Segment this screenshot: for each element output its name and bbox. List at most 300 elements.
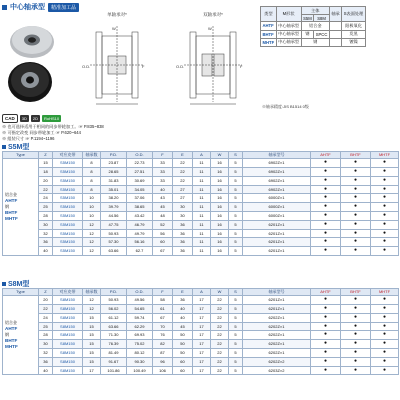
table-cell: 5 [229, 322, 243, 331]
table-cell: 76 [153, 331, 173, 340]
table-cell: 17 [193, 348, 211, 357]
table-cell: 5 [229, 185, 243, 194]
table-cell: 52 [153, 220, 173, 229]
table-cell: 10 [83, 211, 101, 220]
table-cell: 30 [173, 203, 193, 212]
table-cell: ● [341, 296, 371, 305]
col-e: E [173, 152, 193, 159]
table-cell: 67 [153, 247, 173, 256]
table-cell: ● [311, 159, 341, 168]
spec-body: 钢 [301, 30, 314, 38]
3d-tag[interactable]: 3D [21, 116, 27, 121]
table-cell: 5 [229, 168, 243, 177]
table-cell: 5 [229, 203, 243, 212]
svg-text:F: F [240, 64, 243, 69]
table-cell: 6203Z×2 [243, 366, 311, 375]
table-cell: 17 [193, 296, 211, 305]
table-row[interactable] [3, 194, 399, 203]
table-cell: ● [371, 366, 399, 375]
table-row[interactable] [3, 185, 399, 194]
table-cell: 40 [39, 247, 53, 256]
table-cell: 33 [153, 176, 173, 185]
table-cell: 67 [153, 313, 173, 322]
table-cell: 6902Z×1 [243, 159, 311, 168]
table-cell: 96 [153, 357, 173, 366]
table-row[interactable] [3, 305, 399, 314]
table-cell: 5 [229, 238, 243, 247]
table-cell: 12 [83, 238, 101, 247]
spec-bearing [329, 38, 341, 46]
table-cell: 10 [83, 203, 101, 212]
table-cell: 35.01 [101, 185, 127, 194]
table-cell: 22 [211, 348, 229, 357]
spec-shape: 中心轴承型 [276, 38, 301, 46]
table-cell: ● [311, 340, 341, 349]
table-row[interactable] [3, 366, 399, 375]
spec-row [261, 30, 366, 38]
table-cell: 37.06 [127, 194, 153, 203]
section-s8m-label: S8M型 [8, 281, 30, 288]
table-cell: 24 [39, 194, 53, 203]
table-row[interactable] [3, 247, 399, 256]
section-s5m-label: S5M型 [8, 144, 30, 151]
table-cell: ● [341, 159, 371, 168]
s8m-table [2, 288, 399, 375]
table-cell: 87 [153, 348, 173, 357]
table-cell: ● [311, 168, 341, 177]
table-cell: 5 [229, 357, 243, 366]
notes-list [2, 124, 104, 142]
col-ahtf: AHTF [311, 289, 341, 296]
spec-head-shape: M形状 [276, 7, 301, 22]
table-cell: 17 [83, 366, 101, 375]
table-cell: 33 [153, 168, 173, 177]
table-cell: 22 [211, 322, 229, 331]
table-cell: 56.02 [101, 305, 127, 314]
col-belt: 对应皮带 [53, 152, 83, 159]
table-cell: 6202Z×1 [243, 340, 311, 349]
table-cell: ● [311, 211, 341, 220]
table-cell: 63.66 [101, 322, 127, 331]
table-cell: 30.69 [127, 176, 153, 185]
table-cell: 49.79 [127, 229, 153, 238]
table-cell: S5M150 [53, 185, 83, 194]
table-cell: 22 [173, 159, 193, 168]
col-a: A [193, 289, 211, 296]
table-cell: 45 [173, 322, 193, 331]
table-cell: 44.56 [101, 211, 127, 220]
col-type: Type [3, 289, 39, 296]
table-cell: ● [371, 185, 399, 194]
table-row[interactable] [3, 238, 399, 247]
table-cell: S8M150 [53, 296, 83, 305]
table-cell: 22 [39, 305, 53, 314]
col-mhtf: MHTF [371, 152, 399, 159]
table-cell: ● [341, 313, 371, 322]
spec-bearing [329, 22, 341, 30]
table-cell: 43.42 [127, 211, 153, 220]
table-cell: S5M150 [53, 229, 83, 238]
section-marker [2, 145, 6, 149]
table-cell: 5 [229, 340, 243, 349]
table-cell: S8M150 [53, 348, 83, 357]
note-line: ※ 组装尺寸 ☞ P.1194~1196 [2, 136, 55, 141]
table-row[interactable] [3, 176, 399, 185]
table-cell: 16 [211, 194, 229, 203]
table-row[interactable] [3, 168, 399, 177]
table-cell: 6202Z×2 [243, 357, 311, 366]
table-cell: 33 [153, 159, 173, 168]
svg-text:O.D.: O.D. [176, 64, 185, 69]
col-s: S [229, 152, 243, 159]
table-cell: 8 [83, 159, 101, 168]
table-cell: 5 [229, 348, 243, 357]
table-cell: 47.75 [101, 220, 127, 229]
table-cell: 15 [83, 348, 101, 357]
type-line: AHTF [5, 326, 18, 332]
svg-text:O.D.: O.D. [82, 64, 91, 69]
table-cell: ● [341, 348, 371, 357]
table-cell: 5 [229, 366, 243, 375]
table-cell: 63.66 [101, 247, 127, 256]
table-cell: 22 [211, 296, 229, 305]
table-cell: 61 [153, 305, 173, 314]
table-cell: 25 [39, 203, 53, 212]
table-cell: 46.79 [127, 220, 153, 229]
type-line: 钢 [5, 332, 9, 338]
table-cell: 8 [83, 176, 101, 185]
pulley-photo [4, 18, 62, 112]
table-cell: 56.16 [127, 238, 153, 247]
table-cell: 6902Z×1 [243, 176, 311, 185]
table-cell: ● [341, 238, 371, 247]
table-row[interactable] [3, 313, 399, 322]
table-cell: 15 [83, 331, 101, 340]
spec-surface: 镀镍 [342, 38, 366, 46]
table-cell: 61.12 [101, 313, 127, 322]
table-cell: 75.02 [127, 340, 153, 349]
table-cell: 56 [153, 229, 173, 238]
table-cell: 30 [173, 211, 193, 220]
table-row[interactable] [3, 159, 399, 168]
table-cell: S5M150 [53, 211, 83, 220]
table-cell: ● [371, 322, 399, 331]
table-cell: ● [341, 185, 371, 194]
table-row[interactable] [3, 296, 399, 305]
table-row[interactable] [3, 211, 399, 220]
table-cell: 60 [173, 366, 193, 375]
table-cell: 81.49 [101, 348, 127, 357]
table-row[interactable] [3, 331, 399, 340]
table-row[interactable] [3, 229, 399, 238]
table-row[interactable] [3, 357, 399, 366]
table-cell: ● [341, 176, 371, 185]
s5m-table [2, 151, 399, 256]
precision-badge: 精准加工品 [48, 3, 79, 12]
table-cell: 20 [39, 296, 53, 305]
table-cell: 16 [211, 159, 229, 168]
table-cell: 50 [173, 331, 193, 340]
cad-badge[interactable]: CAD [2, 114, 18, 123]
table-cell: ● [341, 305, 371, 314]
table-cell: ● [371, 168, 399, 177]
table-cell: ● [311, 220, 341, 229]
table-cell: ● [371, 340, 399, 349]
table-cell: 36 [39, 357, 53, 366]
table-cell: 6202Z×1 [243, 348, 311, 357]
table-cell: S8M150 [53, 331, 83, 340]
table-cell: 91.67 [101, 357, 127, 366]
table-cell: 16 [211, 185, 229, 194]
table-cell: 12 [83, 305, 101, 314]
table-cell: ● [341, 322, 371, 331]
table-cell: 16 [211, 229, 229, 238]
table-cell: 15 [83, 313, 101, 322]
table-cell: 16 [211, 176, 229, 185]
spec-surface: 发黑 [342, 30, 366, 38]
table-row[interactable] [3, 203, 399, 212]
table-cell: 8 [83, 168, 101, 177]
table-cell: 36 [173, 238, 193, 247]
table-row[interactable] [3, 348, 399, 357]
table-cell: 100.49 [127, 366, 153, 375]
table-cell: 36 [173, 296, 193, 305]
table-cell: 11 [193, 211, 211, 220]
spec-type: AHTF [261, 22, 277, 30]
spec-head-bearing: 轴承 [329, 7, 341, 22]
col-z: Z [39, 289, 53, 296]
table-cell: S8M150 [53, 366, 83, 375]
table-cell: 16 [211, 220, 229, 229]
table-cell: 40 [173, 313, 193, 322]
table-row[interactable] [3, 322, 399, 331]
table-cell: ● [371, 331, 399, 340]
table-cell: 6201Z×1 [243, 305, 311, 314]
col-mhtf: MHTF [371, 289, 399, 296]
col-z: Z [39, 152, 53, 159]
table-cell: ● [371, 159, 399, 168]
table-cell: 11 [193, 185, 211, 194]
svg-text:W: W [208, 26, 212, 31]
table-row[interactable] [3, 340, 399, 349]
table-cell: ● [371, 305, 399, 314]
table-cell: 10 [83, 194, 101, 203]
table-cell: ● [311, 185, 341, 194]
table-cell: 12 [83, 247, 101, 256]
col-f: F [153, 152, 173, 159]
type-line: BHTF [5, 338, 18, 344]
table-cell: 38.65 [127, 203, 153, 212]
table-cell: 5 [229, 229, 243, 238]
table-cell: 15 [39, 159, 53, 168]
table-cell: ● [371, 229, 399, 238]
table-cell: ● [341, 357, 371, 366]
col-bearing-model: 轴承型号 [243, 152, 311, 159]
spec-bearing [329, 30, 341, 38]
table-cell: ● [371, 211, 399, 220]
spec-body: 铝合金 [301, 22, 329, 30]
table-cell: 22 [211, 305, 229, 314]
table-cell: 82 [153, 340, 173, 349]
table-cell: ● [371, 313, 399, 322]
table-cell: 49.56 [127, 296, 153, 305]
table-cell: 57.30 [101, 238, 127, 247]
table-cell: 15 [83, 357, 101, 366]
spec-table [260, 6, 366, 47]
table-cell: 8 [83, 185, 101, 194]
table-cell: ● [371, 238, 399, 247]
table-cell: 50 [173, 348, 193, 357]
table-cell: ● [341, 229, 371, 238]
table-cell: 16 [211, 247, 229, 256]
table-cell: S5M150 [53, 203, 83, 212]
drawing-single-bearing [72, 12, 162, 110]
table-cell: 50 [173, 340, 193, 349]
table-cell: S8M150 [53, 313, 83, 322]
table-cell: 90.30 [127, 357, 153, 366]
cad-row [2, 114, 61, 123]
col-bhtf: BHTF [341, 289, 371, 296]
table-cell: ● [311, 322, 341, 331]
table-cell: 43 [153, 194, 173, 203]
spec-head-body: 主体 [301, 7, 329, 15]
table-cell: 16 [211, 168, 229, 177]
type-line: 铝合金 [5, 320, 17, 326]
table-cell: ● [311, 238, 341, 247]
table-cell: ● [341, 366, 371, 375]
table-cell: 20 [39, 176, 53, 185]
spec-shape: 中心轴承型 [276, 22, 301, 30]
table-cell: S8M150 [53, 357, 83, 366]
table-cell: 5 [229, 194, 243, 203]
table-cell: ● [311, 357, 341, 366]
table-cell: ● [311, 348, 341, 357]
table-cell: 36 [173, 220, 193, 229]
table-cell: 6202Z×1 [243, 313, 311, 322]
spec-sub-s5m: S5M [303, 15, 312, 21]
spec-sub-s8m: S8M [314, 15, 330, 22]
table-cell: 32 [39, 348, 53, 357]
table-cell: 24 [39, 313, 53, 322]
table-cell: 31.83 [101, 176, 127, 185]
spec-surface: 阳极氧化 [342, 22, 366, 30]
s5m-table-body [3, 159, 399, 256]
table-cell: 5 [229, 296, 243, 305]
col-ahtf: AHTF [311, 152, 341, 159]
table-cell: 16 [211, 203, 229, 212]
table-cell: 38.20 [101, 194, 127, 203]
col-belt: 对应皮带 [53, 289, 83, 296]
table-cell: 62.29 [127, 322, 153, 331]
table-cell: ● [371, 203, 399, 212]
table-cell: ● [311, 296, 341, 305]
product-header-area [0, 0, 400, 140]
table-cell: ● [371, 220, 399, 229]
table-cell: 36 [39, 238, 53, 247]
table-cell: S5M150 [53, 159, 83, 168]
table-cell: ● [341, 194, 371, 203]
table-cell: 32 [39, 229, 53, 238]
svg-text:W: W [112, 26, 116, 31]
table-cell: 28 [39, 331, 53, 340]
table-cell: S5M150 [53, 220, 83, 229]
table-cell: ● [341, 203, 371, 212]
table-cell: ● [311, 331, 341, 340]
table-cell: ● [341, 220, 371, 229]
table-row[interactable] [3, 220, 399, 229]
table-cell: 11 [193, 203, 211, 212]
drawing-right-label: 双轴承对* [203, 12, 223, 17]
table-cell: ● [341, 247, 371, 256]
table-cell: 28.65 [101, 168, 127, 177]
table-cell: 17 [193, 305, 211, 314]
col-s: S [229, 289, 243, 296]
table-cell: 17 [193, 357, 211, 366]
rohs-tag: RoHS10 [44, 116, 60, 121]
type-line: MHTF [5, 216, 18, 222]
table-cell: S5M150 [53, 238, 83, 247]
table-cell: 6201Z×1 [243, 238, 311, 247]
title-row [2, 2, 79, 12]
table-cell: ● [311, 229, 341, 238]
table-cell: 40 [153, 185, 173, 194]
table-cell: 36 [173, 247, 193, 256]
table-cell: 12 [83, 229, 101, 238]
table-cell: 50.93 [101, 229, 127, 238]
table-cell: 6201Z×1 [243, 220, 311, 229]
table-cell: 22 [211, 340, 229, 349]
table-cell: 54.65 [127, 305, 153, 314]
s8m-table-body [3, 296, 399, 375]
table-cell: 6000Z×1 [243, 203, 311, 212]
drawing-double-svg [168, 18, 258, 108]
table-cell: 17 [193, 322, 211, 331]
table-cell: 76.39 [101, 340, 127, 349]
type-line: BHTF [5, 210, 18, 216]
table-cell: 40 [39, 366, 53, 375]
type-line: AHTF [5, 198, 18, 204]
col-bhtf: BHTF [341, 152, 371, 159]
type-line: MHTF [5, 344, 18, 350]
table-cell: 48 [153, 211, 173, 220]
table-cell: ● [311, 203, 341, 212]
table-cell: 6000Z×1 [243, 211, 311, 220]
table-cell: 15 [83, 322, 101, 331]
table-cell: S8M150 [53, 340, 83, 349]
table-cell: ● [311, 176, 341, 185]
table-cell: 70 [153, 322, 173, 331]
table-cell: ● [311, 305, 341, 314]
col-w: W [211, 152, 229, 159]
bearing-precision-note: ※轴承精度:JIS B1514 0级 [262, 104, 309, 109]
table-cell: 22 [173, 168, 193, 177]
table-cell: 62.7 [127, 247, 153, 256]
2d-tag[interactable]: 2D [32, 116, 38, 121]
table-cell: 60 [153, 238, 173, 247]
table-cell: 22 [173, 176, 193, 185]
table-cell: 6201Z×1 [243, 296, 311, 305]
table-cell: 50.93 [101, 296, 127, 305]
table-cell: 12 [83, 220, 101, 229]
table-cell: 60 [173, 357, 193, 366]
spec-shape: 中心轴承型 [276, 30, 301, 38]
table-cell: 28 [39, 211, 53, 220]
table-cell: 17 [193, 340, 211, 349]
table-cell: ● [311, 247, 341, 256]
table-cell: 5 [229, 247, 243, 256]
col-e: E [173, 289, 193, 296]
table-cell: ● [371, 194, 399, 203]
